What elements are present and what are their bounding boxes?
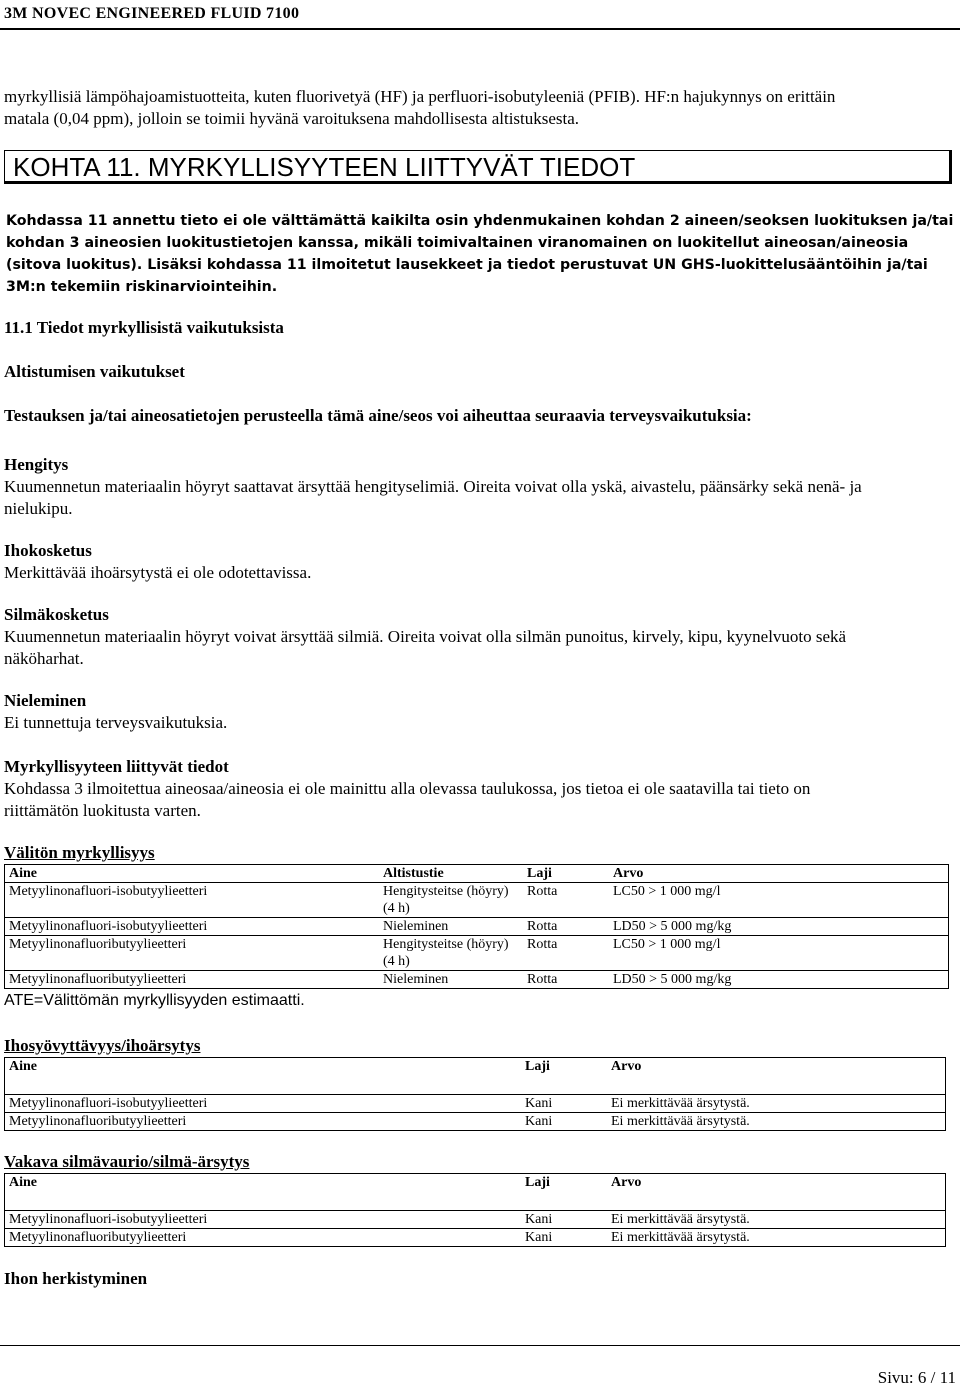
- table-header-row: [5, 1058, 946, 1095]
- table-cell: Metyylinonafluoributyylieetteri: [5, 1113, 522, 1131]
- column-header: Laji: [523, 865, 609, 883]
- previous-section-text: [4, 86, 954, 130]
- table-cell: Metyylinonafluoributyylieetteri: [5, 1229, 522, 1247]
- acute-toxicity-table: [4, 864, 949, 989]
- table-cell: Kani: [521, 1211, 607, 1229]
- effect-text: nielukipu.: [4, 499, 73, 518]
- table-row: [5, 1229, 946, 1247]
- column-header: Altistustie: [379, 865, 523, 883]
- table-cell: Hengitysteitse (höyry) (4 h): [379, 936, 523, 971]
- table-cell: LC50 > 1 000 mg/l: [609, 883, 949, 918]
- effect-eye-contact: [4, 604, 956, 670]
- table-cell: Metyylinonafluori-isobutyylieetteri: [5, 1095, 522, 1113]
- classification-notice: [6, 210, 954, 298]
- eye-damage-table: [4, 1173, 946, 1247]
- text-line: myrkyllisiä lämpöhajoamistuotteita, kuten fluorivetyä (HF) ja perfluori-isobutyleeniä (PFIB). HF:n hajukynnys on erittäin: [4, 87, 836, 106]
- effect-text: Ei tunnettuja terveysvaikutuksia.: [4, 713, 228, 732]
- table-row: [5, 936, 949, 971]
- column-header: Laji: [521, 1058, 607, 1095]
- skin-corrosion-table: [4, 1057, 946, 1131]
- toxicity-info: [4, 756, 956, 822]
- eye-damage-heading: Vakava silmävaurio/silmä-ärsytys: [4, 1152, 250, 1171]
- table-cell: Rotta: [523, 883, 609, 918]
- table-row: [5, 918, 949, 936]
- column-header: Aine: [5, 865, 380, 883]
- subsection-11-1-heading: 11.1 Tiedot myrkyllisistä vaikutuksista: [4, 318, 284, 337]
- effect-heading: Silmäkosketus: [4, 605, 109, 624]
- table-header-row: [5, 865, 949, 883]
- table-cell: Ei merkittävää ärsytystä.: [607, 1095, 946, 1113]
- effect-text: näköharhat.: [4, 649, 84, 668]
- footer-divider: [0, 1345, 960, 1346]
- effect-text: Kohdassa 3 ilmoitettua aineosaa/aineosia ei ole mainittu alla olevassa taulukossa, jos tietoa ei ole saatavilla tai tieto on: [4, 779, 811, 798]
- table-cell: LD50 > 5 000 mg/kg: [609, 918, 949, 936]
- text-line: (sitova luokitus). Lisäksi kohdassa 11 ilmoitetut lausekkeet ja tiedot perustuvat UN GHS-luokittelusääntöihin ja/tai: [6, 257, 928, 273]
- column-header: Aine: [5, 1058, 522, 1095]
- exposure-heading: Altistumisen vaikutukset: [4, 362, 185, 381]
- table-cell: Metyylinonafluori-isobutyylieetteri: [5, 1211, 522, 1229]
- effect-text: Kuumennetun materiaalin höyryt saattavat ärsyttää hengityselimiä. Oireita voivat olla yskä, aivastelu, päänsärky sekä nenä- ja: [4, 477, 862, 496]
- table-cell: Kani: [521, 1113, 607, 1131]
- section-title: KOHTA 11. MYRKYLLISYYTEEN LIITTYVÄT TIEDOT: [13, 152, 636, 182]
- table-row: [5, 1211, 946, 1229]
- column-header: Laji: [521, 1174, 607, 1211]
- effect-heading: Myrkyllisyyteen liittyvät tiedot: [4, 757, 229, 776]
- table-cell: Kani: [521, 1095, 607, 1113]
- table-cell: Ei merkittävää ärsytystä.: [607, 1211, 946, 1229]
- effect-breathing: [4, 454, 956, 520]
- table-cell: Nieleminen: [379, 918, 523, 936]
- table-cell: LC50 > 1 000 mg/l: [609, 936, 949, 971]
- table-cell: Rotta: [523, 971, 609, 989]
- text-line: 3M:n tekemiin riskinarviointeihin.: [6, 279, 278, 295]
- skin-corrosion-heading: Ihosyövyttävyys/ihoärsytys: [4, 1036, 201, 1055]
- table-cell: Metyylinonafluoributyylieetteri: [5, 936, 380, 971]
- skin-sensitization-heading: Ihon herkistyminen: [4, 1269, 148, 1288]
- table-cell: Rotta: [523, 918, 609, 936]
- effect-skin-contact: [4, 540, 956, 584]
- table-cell: Nieleminen: [379, 971, 523, 989]
- exposure-intro: Testauksen ja/tai aineosatietojen perusteella tämä aine/seos voi aiheuttaa seuraavia terveysvaikutuksia:: [4, 406, 752, 425]
- effect-text: Kuumennetun materiaalin höyryt voivat ärsyttää silmiä. Oireita voivat olla silmän punoitus, kirvely, kipu, kyynelvuoto sekä: [4, 627, 847, 646]
- effect-ingestion: [4, 690, 956, 734]
- table-header-row: [5, 1174, 946, 1211]
- effect-text: Merkittävää ihoärsytystä ei ole odotettavissa.: [4, 563, 312, 582]
- table-cell: Ei merkittävää ärsytystä.: [607, 1113, 946, 1131]
- effect-heading: Nieleminen: [4, 691, 87, 710]
- text-line: matala (0,04 ppm), jolloin se toimii hyvänä varoituksena mahdollisesta altistuksesta.: [4, 109, 580, 128]
- column-header: Arvo: [607, 1058, 946, 1095]
- table-cell: LD50 > 5 000 mg/kg: [609, 971, 949, 989]
- document-header: [0, 0, 960, 30]
- table-row: [5, 1095, 946, 1113]
- effect-heading: Hengitys: [4, 455, 69, 474]
- document-title: 3M NOVEC ENGINEERED FLUID 7100: [4, 5, 300, 22]
- column-header: Arvo: [607, 1174, 946, 1211]
- table-cell: Ei merkittävää ärsytystä.: [607, 1229, 946, 1247]
- text-line: kohdan 3 aineosien luokitustietojen kanssa, mikäli toimivaltainen viranomainen on luokitellut aineosan/aineosia: [6, 235, 909, 251]
- table-cell: Metyylinonafluoributyylieetteri: [5, 971, 380, 989]
- table-cell: Metyylinonafluori-isobutyylieetteri: [5, 883, 380, 918]
- table-cell: Hengitysteitse (höyry) (4 h): [379, 883, 523, 918]
- page-number: Sivu: 6 / 11: [877, 1368, 956, 1387]
- effect-heading: Ihokosketus: [4, 541, 92, 560]
- column-header: Arvo: [609, 865, 949, 883]
- column-header: Aine: [5, 1174, 522, 1211]
- table-cell: Metyylinonafluori-isobutyylieetteri: [5, 918, 380, 936]
- acute-toxicity-heading: Välitön myrkyllisyys: [4, 843, 155, 862]
- text-line: Kohdassa 11 annettu tieto ei ole välttämättä kaikilta osin yhdenmukainen kohdan 2 aineen/seoksen luokituksen ja/tai: [6, 213, 954, 229]
- table-row: [5, 1113, 946, 1131]
- table-cell: Kani: [521, 1229, 607, 1247]
- section-title-box: [4, 150, 952, 184]
- table-row: [5, 883, 949, 918]
- table-row: [5, 971, 949, 989]
- table-cell: Rotta: [523, 936, 609, 971]
- effect-text: riittämätön luokitusta varten.: [4, 801, 201, 820]
- ate-note: ATE=Välittömän myrkyllisyyden estimaatti.: [4, 992, 305, 1009]
